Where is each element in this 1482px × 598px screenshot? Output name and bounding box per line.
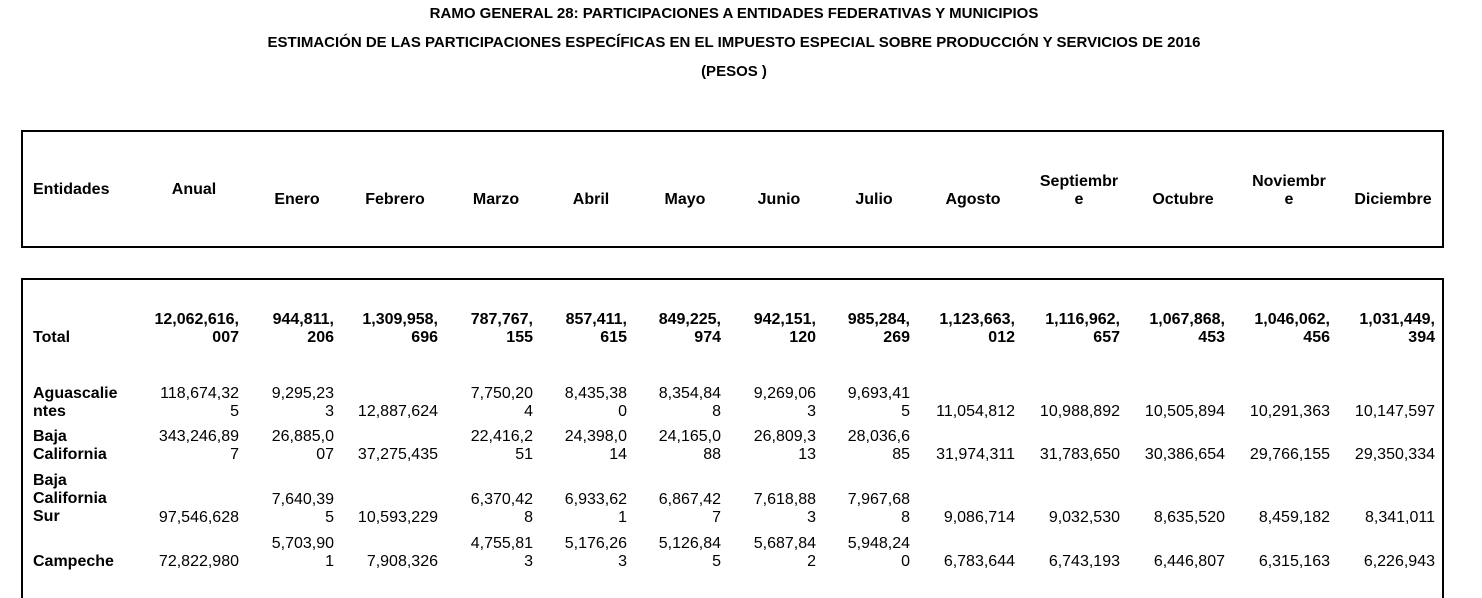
header-noviembre-line1: Noviembr	[1252, 173, 1326, 190]
cell-line2: 07	[316, 446, 334, 463]
total-marzo	[443, 311, 533, 347]
table-cell: 7,908,326	[366, 553, 438, 570]
header-noviembre	[1244, 173, 1334, 209]
cell-line1: 5,948,24	[847, 535, 910, 552]
cell-line2: 5	[325, 509, 334, 526]
cell-line1: 7,618,88	[753, 491, 816, 508]
cell-line1: 9,693,41	[847, 385, 910, 402]
cell-line1: 6,933,62	[564, 491, 627, 508]
row-label-baja-california-sur	[33, 472, 107, 526]
total-junio-line1: 942,151,	[753, 311, 816, 328]
total-anual	[130, 311, 239, 347]
table-cell	[244, 491, 334, 527]
table-cell	[631, 535, 721, 571]
report-title: RAMO GENERAL 28: PARTICIPACIONES A ENTIDADES FEDERATIVAS Y MUNICIPIOS	[429, 5, 1039, 22]
table-cell: 10,593,229	[357, 509, 438, 526]
table-cell: 6,315,163	[1258, 553, 1330, 570]
table-cell: 10,988,892	[1039, 403, 1120, 420]
table-cell	[726, 428, 816, 464]
total-febrero	[338, 311, 438, 347]
cell-line2: 0	[618, 403, 627, 420]
total-mayo-line2: 974	[694, 329, 721, 346]
cell-line1: 7,750,20	[470, 385, 533, 402]
table-cell	[244, 385, 334, 421]
cell-line1: 5,126,84	[658, 535, 721, 552]
cell-line1: 4,755,81	[470, 535, 533, 552]
cell-line1: 8,354,84	[658, 385, 721, 402]
table-cell	[631, 385, 721, 421]
table-cell	[443, 491, 533, 527]
report-subtitle: ESTIMACIÓN DE LAS PARTICIPACIONES ESPECÍFICAS EN EL IMPUESTO ESPECIAL SOBRE PRODUCCIÓN Y SERVICIOS DE 2016	[267, 34, 1201, 51]
table-cell	[244, 428, 334, 464]
total-octubre-line2: 453	[1198, 329, 1225, 346]
total-marzo-line1: 787,767,	[470, 311, 533, 328]
cell-line1: 9,269,06	[753, 385, 816, 402]
total-noviembre-line1: 1,046,062,	[1254, 311, 1330, 328]
cell-line1: 5,703,90	[271, 535, 334, 552]
cell-line1: 6,370,42	[470, 491, 533, 508]
total-febrero-line2: 696	[411, 329, 438, 346]
cell-line2: 14	[609, 446, 627, 463]
table-cell: 31,783,650	[1039, 446, 1120, 463]
cell-line1: 8,435,38	[564, 385, 627, 402]
cell-line2: 3	[524, 553, 533, 570]
header-enero: Enero	[274, 191, 320, 208]
header-agosto: Agosto	[945, 191, 1001, 208]
header-mayo: Mayo	[664, 191, 706, 208]
table-cell: 37,275,435	[357, 446, 438, 463]
table-cell	[820, 385, 910, 421]
table-cell	[820, 428, 910, 464]
table-cell	[537, 385, 627, 421]
table-cell: 10,291,363	[1249, 403, 1330, 420]
total-febrero-line1: 1,309,958,	[362, 311, 438, 328]
cell-line1: 5,687,84	[753, 535, 816, 552]
header-marzo: Marzo	[472, 191, 520, 208]
cell-line1: 26,885,0	[271, 428, 334, 445]
table-cell: 8,459,182	[1258, 509, 1330, 526]
table-cell: 9,086,714	[943, 509, 1015, 526]
total-junio-line2: 120	[789, 329, 816, 346]
table-cell: 8,341,011	[1365, 509, 1435, 526]
table-cell: 97,546,628	[158, 509, 239, 526]
header-septiembre-line2: e	[1074, 191, 1084, 208]
cell-line2: 85	[892, 446, 910, 463]
table-cell	[726, 491, 816, 527]
table-cell: 6,743,193	[1048, 553, 1120, 570]
total-label: Total	[33, 329, 71, 346]
header-julio: Julio	[855, 191, 893, 208]
header-abril: Abril	[572, 191, 610, 208]
cell-line1: 118,674,32	[160, 385, 239, 402]
table-cell: 6,226,943	[1363, 553, 1435, 570]
cell-line2: 0	[901, 553, 910, 570]
table-cell: 10,505,894	[1144, 403, 1225, 420]
cell-line1: 7,967,68	[847, 491, 910, 508]
table-cell	[537, 535, 627, 571]
table-cell	[631, 428, 721, 464]
total-noviembre-line2: 456	[1303, 329, 1330, 346]
table-cell: 11,054,812	[936, 403, 1015, 420]
table-cell	[443, 535, 533, 571]
table-cell	[443, 428, 533, 464]
header-septiembre-line1: Septiembr	[1039, 173, 1119, 190]
cell-line2: 4	[524, 403, 533, 420]
total-mayo-line1: 849,225,	[658, 311, 721, 328]
total-septiembre	[1020, 311, 1120, 347]
total-agosto-line2: 012	[988, 329, 1015, 346]
table-cell: 30,386,654	[1144, 446, 1225, 463]
total-octubre-line1: 1,067,868,	[1149, 311, 1225, 328]
header-noviembre-line2: e	[1284, 191, 1294, 208]
total-abril-line2: 615	[600, 329, 627, 346]
total-enero	[244, 311, 334, 347]
total-agosto-line1: 1,123,663,	[939, 311, 1015, 328]
report-units: (PESOS )	[701, 63, 767, 80]
total-agosto	[915, 311, 1015, 347]
total-abril-line1: 857,411,	[565, 311, 627, 328]
total-noviembre	[1230, 311, 1330, 347]
total-septiembre-line1: 1,116,962,	[1045, 311, 1120, 328]
cell-line2: 88	[703, 446, 721, 463]
header-septiembre	[1034, 173, 1124, 209]
total-enero-line2: 206	[307, 329, 334, 346]
table-cell	[537, 491, 627, 527]
table-cell	[820, 491, 910, 527]
total-julio	[820, 311, 910, 347]
row-label-baja-california	[33, 428, 107, 464]
cell-line1: 28,036,6	[847, 428, 910, 445]
cell-line1: 22,416,2	[470, 428, 533, 445]
cell-line2: 5	[712, 553, 721, 570]
row-label-line2: ntes	[33, 403, 66, 420]
total-enero-line1: 944,811,	[272, 311, 334, 328]
cell-line1: 24,398,0	[564, 428, 627, 445]
row-label-aguascalientes	[33, 385, 117, 421]
header-octubre: Octubre	[1152, 191, 1214, 208]
table-cell: 29,350,334	[1354, 446, 1435, 463]
cell-line2: 5	[901, 403, 910, 420]
cell-line2: 2	[807, 553, 816, 570]
total-diciembre	[1335, 311, 1435, 347]
cell-line2: 3	[807, 403, 816, 420]
row-label-line1: Baja	[33, 472, 67, 489]
cell-line2: 1	[618, 509, 627, 526]
table-cell: 6,783,644	[943, 553, 1015, 570]
table-cell: 8,635,520	[1153, 509, 1225, 526]
cell-line1: 9,295,23	[271, 385, 334, 402]
table-cell	[130, 428, 239, 464]
total-abril	[537, 311, 627, 347]
cell-line1: 343,246,89	[158, 428, 239, 445]
cell-line2: 8	[712, 403, 721, 420]
header-entidades: Entidades	[33, 181, 110, 198]
total-julio-line1: 985,284,	[847, 311, 910, 328]
total-septiembre-line2: 657	[1093, 329, 1120, 346]
table-cell	[244, 535, 334, 571]
table-cell	[130, 385, 239, 421]
cell-line2: 51	[515, 446, 533, 463]
table-cell	[631, 491, 721, 527]
row-label-line3: Sur	[33, 508, 60, 525]
cell-line2: 3	[325, 403, 334, 420]
total-mayo	[631, 311, 721, 347]
table-cell: 10,147,597	[1354, 403, 1435, 420]
total-octubre	[1125, 311, 1225, 347]
total-anual-line1: 12,062,616,	[154, 311, 239, 328]
cell-line2: 8	[901, 509, 910, 526]
row-label-line1: Baja	[33, 428, 67, 445]
table-cell: 31,974,311	[936, 446, 1015, 463]
row-label-campeche: Campeche	[33, 553, 114, 570]
cell-line2: 1	[325, 553, 334, 570]
total-diciembre-line1: 1,031,449,	[1359, 311, 1435, 328]
total-julio-line2: 269	[883, 329, 910, 346]
table-cell: 9,032,530	[1048, 509, 1120, 526]
row-label-line2: California	[33, 490, 107, 507]
table-cell	[726, 385, 816, 421]
cell-line2: 3	[618, 553, 627, 570]
cell-line2: 7	[230, 446, 239, 463]
cell-line2: 3	[807, 509, 816, 526]
header-febrero: Febrero	[365, 191, 425, 208]
cell-line1: 24,165,0	[658, 428, 721, 445]
table-cell: 12,887,624	[357, 403, 438, 420]
table-cell: 72,822,980	[158, 553, 239, 570]
table-cell	[443, 385, 533, 421]
cell-line1: 7,640,39	[271, 491, 334, 508]
total-diciembre-line2: 394	[1408, 329, 1435, 346]
header-diciembre: Diciembre	[1354, 191, 1432, 208]
cell-line2: 8	[524, 509, 533, 526]
cell-line2: 5	[230, 403, 239, 420]
table-cell	[820, 535, 910, 571]
total-junio	[726, 311, 816, 347]
cell-line1: 26,809,3	[753, 428, 816, 445]
header-junio: Junio	[757, 191, 801, 208]
table-cell	[537, 428, 627, 464]
row-label-line2: California	[33, 446, 107, 463]
cell-line2: 7	[712, 509, 721, 526]
cell-line2: 13	[798, 446, 816, 463]
total-anual-line2: 007	[212, 329, 239, 346]
table-cell: 29,766,155	[1249, 446, 1330, 463]
row-label-line1: Aguascalie	[33, 385, 118, 402]
table-cell: 6,446,807	[1153, 553, 1225, 570]
header-anual: Anual	[171, 181, 217, 198]
total-marzo-line2: 155	[506, 329, 533, 346]
table-cell	[726, 535, 816, 571]
cell-line1: 5,176,26	[564, 535, 627, 552]
cell-line1: 6,867,42	[658, 491, 721, 508]
